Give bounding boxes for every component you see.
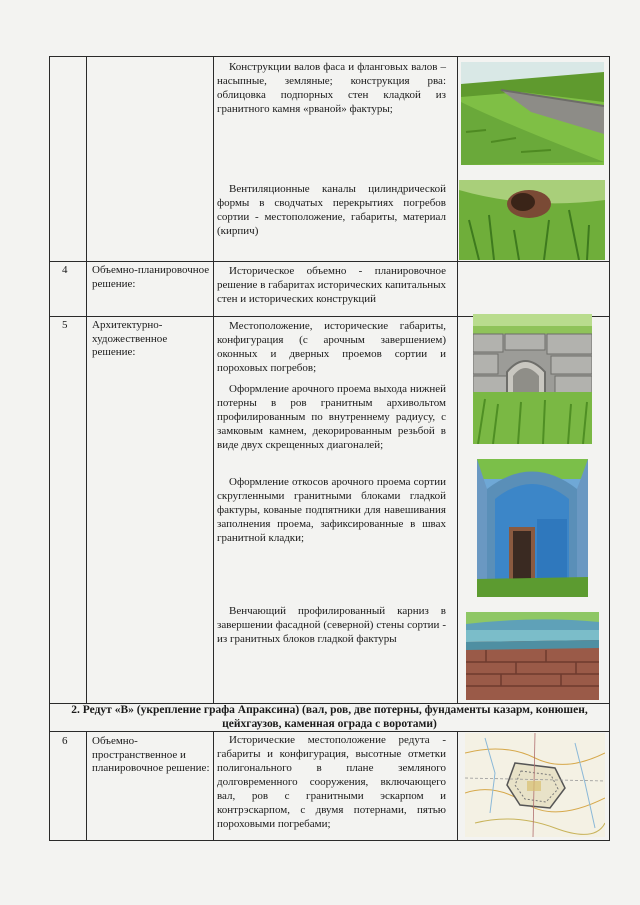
- row-text: Венчающий профилированный карниз в завершении фасадной (северной) стены сортии - из гранитных блоков гладкой фактуры: [217, 605, 446, 645]
- col-divider-2: [213, 56, 214, 703]
- row-divider: [49, 731, 610, 732]
- stone-wall-with-grass-photo: [461, 62, 604, 165]
- section-header: 2. Редут «В» (укрепление графа Апраксина) (вал, ров, две потерны, фундаменты казарм, конюшен, цейхгаузов, каменная ограда с воротами): [71, 704, 588, 730]
- row-number: 5: [62, 319, 68, 331]
- row-text: Оформление откосов арочного проема сортии скругленными гранитными блоками гладкой фактуры, кованые подпятники для навешивания заполнения проема, зафиксированные в швах гранитной кладки;: [217, 476, 446, 544]
- row-divider: [49, 261, 610, 262]
- row-name: Объемно-пространственное и планировочное решение:: [92, 735, 210, 774]
- blue-door-photo: [477, 459, 588, 597]
- row-text: Историческое объемно - планировочное решение в габаритах исторических капитальных стен и исторических конструкций: [217, 265, 446, 305]
- col-divider-1b: [86, 731, 87, 841]
- cornice-photo: [466, 612, 599, 700]
- col-divider-1: [86, 56, 87, 703]
- row-text: Местоположение, исторические габариты, конфигурация (с арочным завершением) оконных и дверных проемов сортии и пороховых погребов;: [217, 320, 446, 374]
- row-number: 4: [62, 264, 68, 276]
- row-text: Вентиляционные каналы цилиндрической формы в сводчатых перекрытиях погребов сортии - местоположение, габариты, материал (кирпич): [217, 183, 446, 237]
- row-text: Оформление арочного проема выхода нижней потерны в ров гранитным архивольтом профилированным по внутреннему радиусу, с замковым камнем, декорированным резьбой в виде двух скрещенных диагоналей;: [217, 383, 446, 451]
- fort-plan-map: [465, 733, 605, 837]
- row-text: Исторические местоположение редута - габариты и конфигурация, высотные отметки полигонального в плане земляного долговременного сооружения, включающего вал, ров с гранитными эскарпом и контрэскарпом, с двумя потернами, пятью пороховыми погребами;: [217, 734, 446, 830]
- row-name: Архитектурно-художественное решение:: [92, 319, 168, 358]
- col-divider-3b: [457, 731, 458, 841]
- col-divider-2b: [213, 731, 214, 841]
- row-number: 6: [62, 735, 68, 747]
- col-divider-3: [457, 56, 458, 703]
- ventilation-channel-photo: [459, 180, 605, 260]
- row-name: Объемно-планировочное решение:: [92, 264, 210, 290]
- row-text: Конструкции валов фаса и фланговых валов – насыпные, земляные; конструкция рва: облицовка подпорных стен кладкой из гранитного камня «рваной» фактуры;: [217, 61, 446, 115]
- arch-granite-photo: [473, 314, 592, 444]
